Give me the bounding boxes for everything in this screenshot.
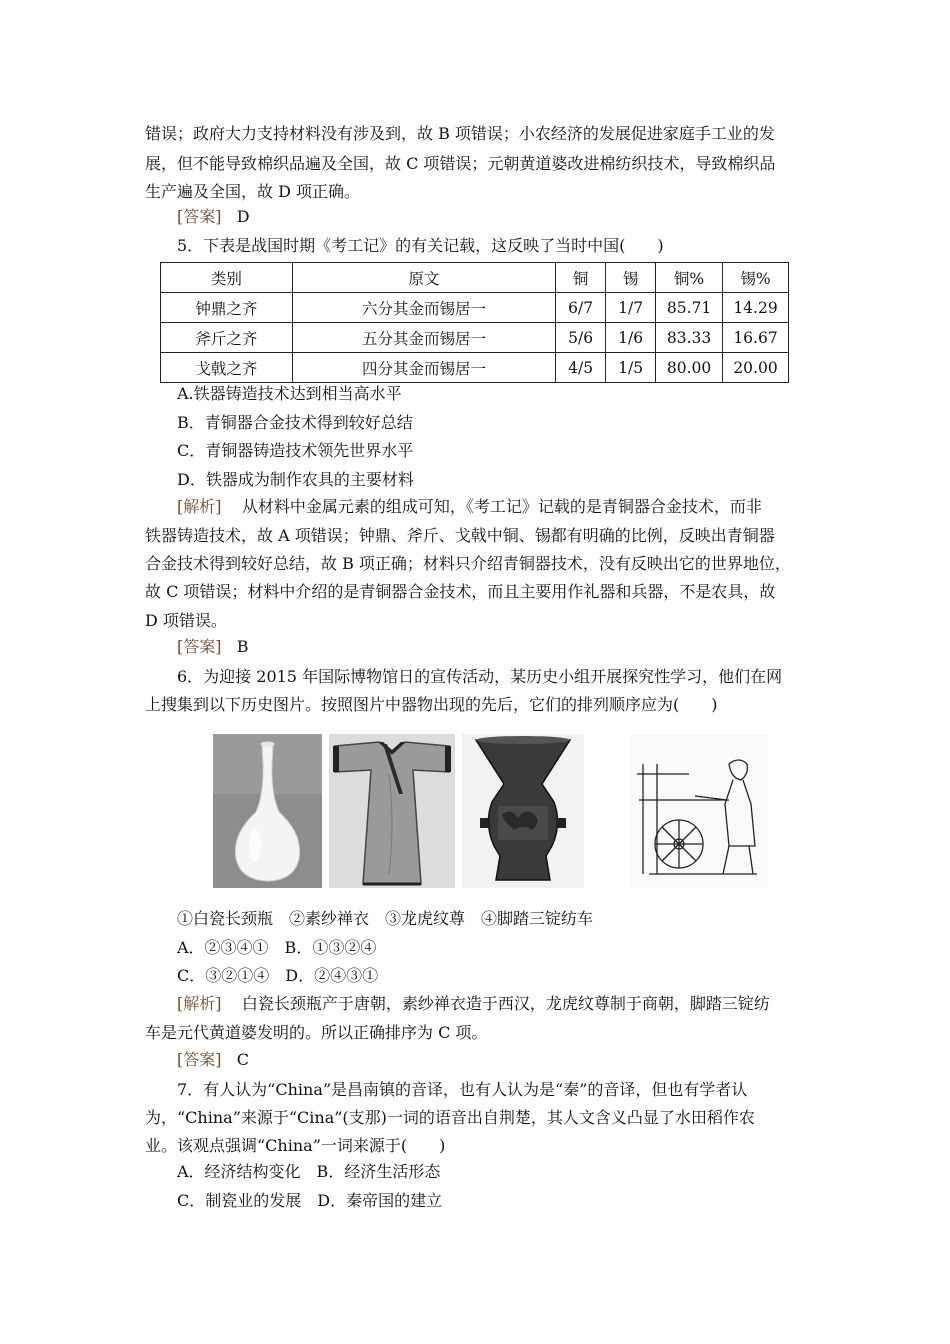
- q5-option-b: B．青铜器合金技术得到较好总结: [177, 413, 413, 432]
- q6-stem-line: 上搜集到以下历史图片。按照图片中器物出现的先后，它们的排列顺序应为( ): [145, 695, 718, 714]
- table-header-row: [161, 263, 789, 293]
- table-header: 铜%: [656, 263, 723, 293]
- table-cell: 16.67: [723, 323, 789, 353]
- bronze-zun-vessel-image: [462, 734, 584, 888]
- table-cell: 14.29: [723, 293, 789, 323]
- q5-option-a: A.铁器铸造技术达到相当高水平: [177, 384, 402, 403]
- kaogongji-table: [160, 262, 789, 383]
- q6-analysis-line: [177, 994, 770, 1014]
- table-cell: 4/5: [556, 353, 606, 383]
- q7-stem-line: 为，“China”来源于“Cina”(支那)一词的语音出自荆楚，其人文含义凸显了水田稻作农: [145, 1108, 755, 1127]
- q6-analysis-text: 白瓷长颈瓶产于唐朝，素纱禅衣造于西汉，龙虎纹尊制于商朝，脚踏三锭纺: [241, 994, 770, 1013]
- table-cell: 20.00: [723, 353, 789, 383]
- q5-option-d: D．铁器成为制作农具的主要材料: [177, 470, 414, 489]
- q6-answer-line: [177, 1050, 249, 1070]
- table-header: 铜: [556, 263, 606, 293]
- table-header: 原文: [292, 263, 555, 293]
- q6-stem-line: 6．为迎接 2015 年国际博物馆日的宣传活动，某历史小组开展探究性学习，他们在网: [177, 667, 783, 686]
- table-row: [161, 293, 789, 323]
- table-cell: 1/6: [606, 323, 656, 353]
- table-cell: 1/7: [606, 293, 656, 323]
- table-row: [161, 323, 789, 353]
- q5-analysis-line: 故 C 项错误；材料中介绍的是青铜器合金技术，而且主要用作礼器和兵器，不是农具，故: [145, 582, 776, 601]
- q6-answer: C: [236, 1050, 250, 1069]
- intro-line: 生产遍及全国，故 D 项正确。: [145, 182, 361, 201]
- q7-stem-line: 7．有人认为“China”是昌南镇的音译，也有人认为是“秦”的音译，但也有学者认: [177, 1080, 748, 1099]
- table-cell: 83.33: [656, 323, 723, 353]
- q5-stem: 5．下表是战国时期《考工记》的有关记载，这反映了当时中国( ): [177, 236, 664, 255]
- table-cell: 1/5: [606, 353, 656, 383]
- table-cell: 85.71: [656, 293, 723, 323]
- q5-analysis-text: 从材料中金属元素的组成可知，《考工记》记载的是青铜器合金技术，而非: [241, 497, 762, 516]
- q5-analysis-line: 铁器铸造技术，故 A 项错误；钟鼎、斧斤、戈戟中铜、锡都有明确的比例，反映出青铜器: [145, 526, 775, 545]
- intro-line: 展，但不能导致棉织品遍及全国，故 C 项错误；元朝黄道婆改进棉纺织技术，导致棉织品: [145, 154, 776, 173]
- q6-options-row2: C．③②①④ D．②④③①: [177, 966, 379, 985]
- table-cell: 六分其金而锡居一: [292, 293, 555, 323]
- q5-option-c: C．青铜器铸造技术领先世界水平: [177, 441, 414, 460]
- white-porcelain-vase-image: [213, 734, 322, 888]
- table-cell: 五分其金而锡居一: [292, 323, 555, 353]
- q4-answer-line: [177, 207, 250, 227]
- q5-answer: B: [236, 637, 249, 656]
- intro-line: 错误；政府大力支持材料没有涉及到，故 B 项错误；小农经济的发展促进家庭手工业的发: [145, 124, 775, 143]
- table-cell: 斧斤之齐: [161, 323, 293, 353]
- table-cell: 四分其金而锡居一: [292, 353, 555, 383]
- q6-pictures: [0, 734, 950, 890]
- answer-tag: [答案]: [177, 207, 222, 226]
- table-cell: 戈戟之齐: [161, 353, 293, 383]
- table-header: 锡: [606, 263, 656, 293]
- analysis-tag: [解析]: [177, 497, 222, 516]
- answer-tag: [答案]: [177, 1050, 222, 1069]
- table-cell: 钟鼎之齐: [161, 293, 293, 323]
- q5-analysis-line: D 项错误。: [145, 611, 227, 630]
- q5-analysis-line: 合金技术得到较好总结，故 B 项正确；材料只介绍青铜器技术，没有反映出它的世界地位，: [145, 554, 791, 573]
- q7-options-row1: A．经济结构变化 B．经济生活形态: [177, 1162, 441, 1181]
- analysis-tag: [解析]: [177, 994, 222, 1013]
- q7-stem-line: 业。该观点强调“China”一词来源于( ): [145, 1136, 446, 1155]
- q6-analysis-line: 车是元代黄道婆发明的。所以正确排序为 C 项。: [145, 1023, 488, 1042]
- answer-tag: [答案]: [177, 637, 222, 656]
- q6-options-row1: A．②③④① B．①③②④: [177, 938, 377, 957]
- table-cell: 5/6: [556, 323, 606, 353]
- q7-options-row2: C．制瓷业的发展 D．秦帝国的建立: [177, 1191, 443, 1210]
- table-header: 类别: [161, 263, 293, 293]
- q5-analysis-line: [177, 497, 762, 517]
- q6-caption: ①白瓷长颈瓶 ②素纱禅衣 ③龙虎纹尊 ④脚踏三锭纺车: [177, 909, 594, 928]
- q5-answer-line: [177, 637, 249, 657]
- q4-answer: D: [236, 207, 250, 226]
- table-cell: 80.00: [656, 353, 723, 383]
- table-header: 锡%: [723, 263, 789, 293]
- plain-gauze-robe-image: [329, 734, 455, 888]
- spinning-wheel-drawing-image: [629, 734, 768, 888]
- table-row: [161, 353, 789, 383]
- table-cell: 6/7: [556, 293, 606, 323]
